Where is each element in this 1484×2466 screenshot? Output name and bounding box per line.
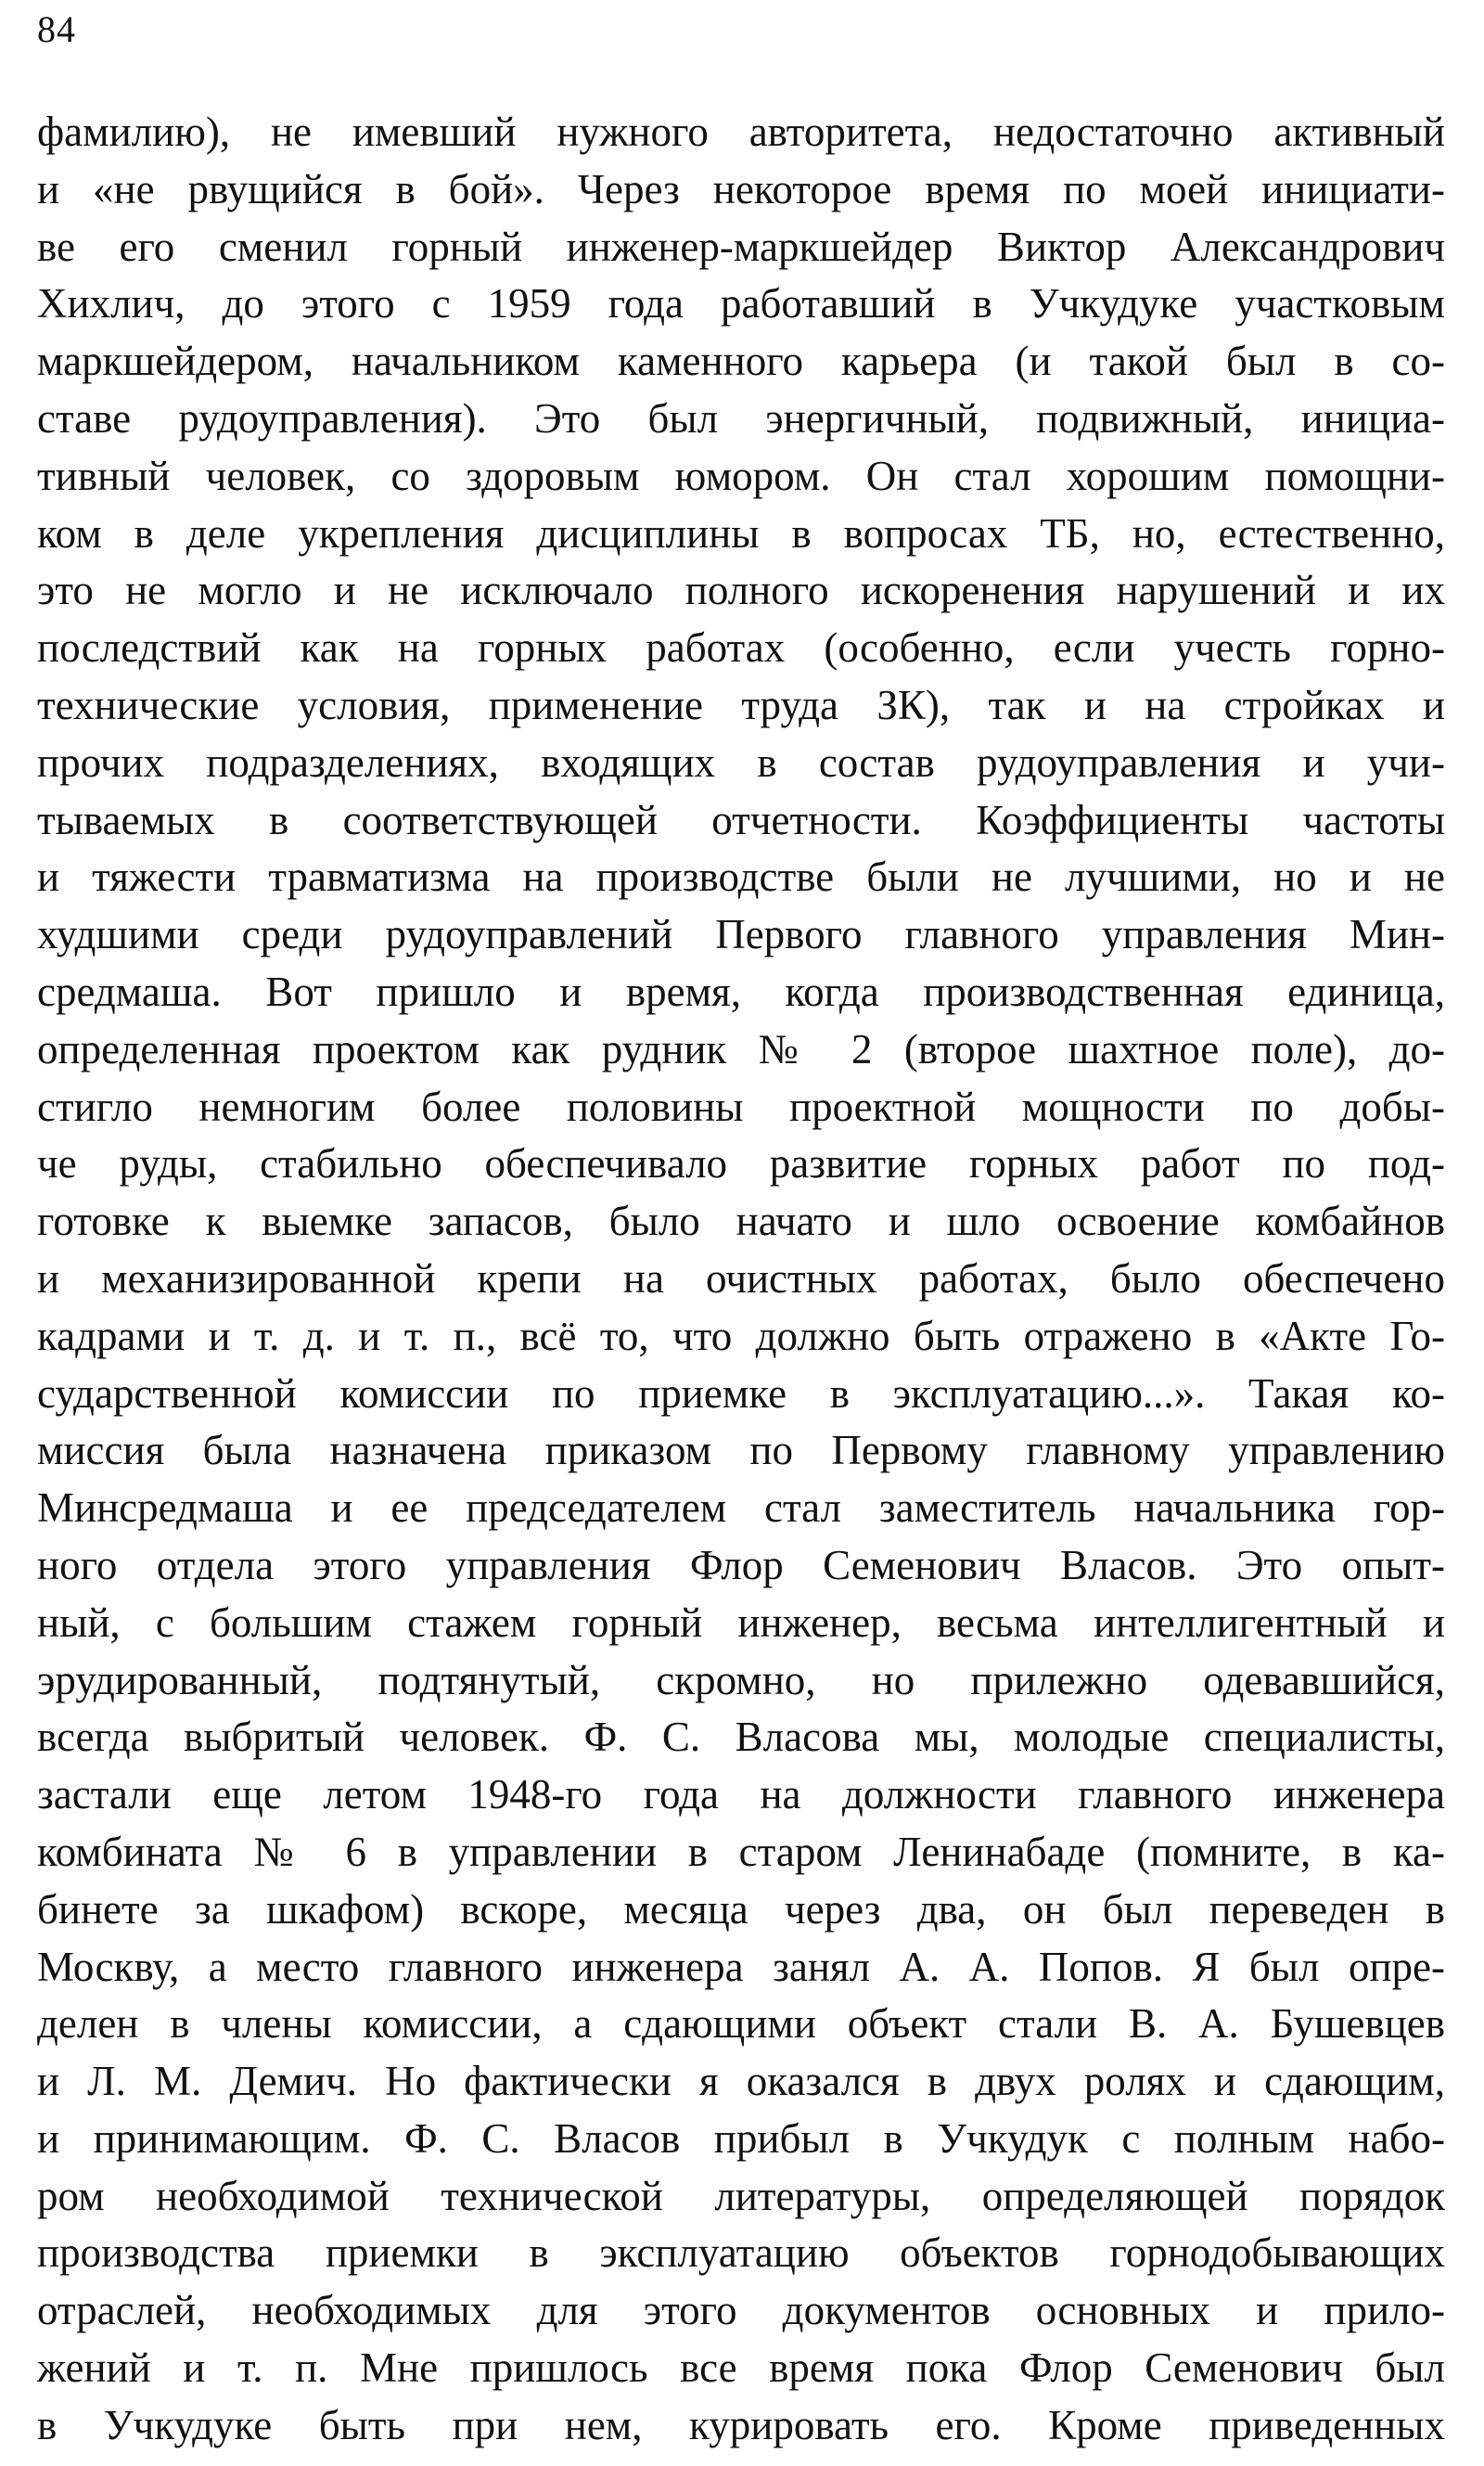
text-line: Минсредмаша и ее председателем стал заместитель начальника гор- — [37, 1484, 1445, 1532]
text-line: и тяжести травматизма на производстве были не лучшими, но и не — [37, 854, 1445, 901]
text-line: эрудированный, подтянутый, скромно, но прилежно одевавшийся, — [37, 1656, 1445, 1703]
text-line: и «не рвущийся в бой». Через некоторое время по моей инициати- — [37, 165, 1445, 212]
text-line: средмаша. Вот пришло и время, когда производственная единица, — [37, 968, 1445, 1015]
text-line: Москву, а место главного инженера занял А. А. Попов. Я был опре- — [37, 1943, 1445, 1990]
text-line: миссия была назначена приказом по Первому главному управлению — [37, 1427, 1445, 1474]
text-line: определенная проектом как рудник № 2 (второе шахтное поле), до- — [37, 1025, 1445, 1072]
text-line: кадрами и т. д. и т. п., всё то, что должно быть отражено в «Акте Го- — [37, 1312, 1445, 1359]
page-number: 84 — [37, 8, 76, 50]
text-line: тываемых в соответствующей отчетности. Коэффициенты частоты — [37, 796, 1445, 843]
text-line: стигло немногим более половины проектной мощности по добы- — [37, 1083, 1445, 1130]
text-line: последствий как на горных работах (особенно, если учесть горно- — [37, 624, 1445, 672]
text-line: ве его сменил горный инженер-маркшейдер Виктор Александрович — [37, 223, 1445, 270]
text-line: прочих подразделениях, входящих в состав рудоуправления и учи- — [37, 739, 1445, 786]
text-line: ром необходимой технической литературы, определяющей порядок — [37, 2172, 1445, 2219]
text-line: комбината № 6 в управлении в старом Ленинабаде (помните, в ка- — [37, 1828, 1445, 1875]
text-line: технические условия, применение труда ЗК), так и на стройках и — [37, 681, 1445, 728]
text-line: ного отдела этого управления Флор Семенович Власов. Это опыт- — [37, 1541, 1445, 1588]
text-line: тивный человек, со здоровым юмором. Он стал хорошим помощни- — [37, 452, 1445, 499]
body-text — [37, 104, 1445, 2455]
text-line: в Учкудуке быть при нем, курировать его. Кроме приведенных — [37, 2401, 1445, 2448]
text-line: сударственной комиссии по приемке в эксплуатацию...». Такая ко- — [37, 1369, 1445, 1417]
text-line: Хихлич, до этого с 1959 года работавший в Учкудуке участковым — [37, 280, 1445, 328]
text-line: жений и т. п. Мне пришлось все время пока Флор Семенович был — [37, 2344, 1445, 2392]
text-line: готовке к выемке запасов, было начато и шло освоение комбайнов — [37, 1198, 1445, 1245]
text-line: это не могло и не исключало полного искоренения нарушений и их — [37, 567, 1445, 614]
text-line: маркшейдером, начальником каменного карьера (и такой был в со- — [37, 338, 1445, 385]
text-line: и принимающим. Ф. С. Власов прибыл в Учкудук с полным набо- — [37, 2114, 1445, 2162]
text-line: и механизированной крепи на очистных работах, было обеспечено — [37, 1254, 1445, 1302]
text-line: делен в члены комиссии, а сдающими объект стали В. А. Бушевцев — [37, 2000, 1445, 2048]
text-line: всегда выбритый человек. Ф. С. Власова мы, молодые специалисты, — [37, 1714, 1445, 1761]
text-line: бинете за шкафом) вскоре, месяца через два, он был переведен в — [37, 1885, 1445, 1933]
text-line: ставе рудоуправления). Это был энергичный, подвижный, инициа- — [37, 394, 1445, 442]
text-line: че руды, стабильно обеспечивало развитие горных работ по под- — [37, 1140, 1445, 1188]
text-line: ный, с большим стажем горный инженер, весьма интеллигентный и — [37, 1599, 1445, 1646]
text-line: отраслей, необходимых для этого документов основных и прило- — [37, 2287, 1445, 2334]
text-line: и Л. М. Демич. Но фактически я оказался в двух ролях и сдающим, — [37, 2058, 1445, 2105]
text-line: худшими среди рудоуправлений Первого главного управления Мин- — [37, 911, 1445, 958]
text-line: фамилию), не имевший нужного авторитета, недостаточно активный — [37, 109, 1445, 155]
text-line: ком в деле укрепления дисциплины в вопросах ТБ, но, естественно, — [37, 509, 1445, 557]
text-line: застали еще летом 1948-го года на должности главного инженера — [37, 1771, 1445, 1818]
text-line: производства приемки в эксплуатацию объектов горнодобывающих — [37, 2229, 1445, 2277]
